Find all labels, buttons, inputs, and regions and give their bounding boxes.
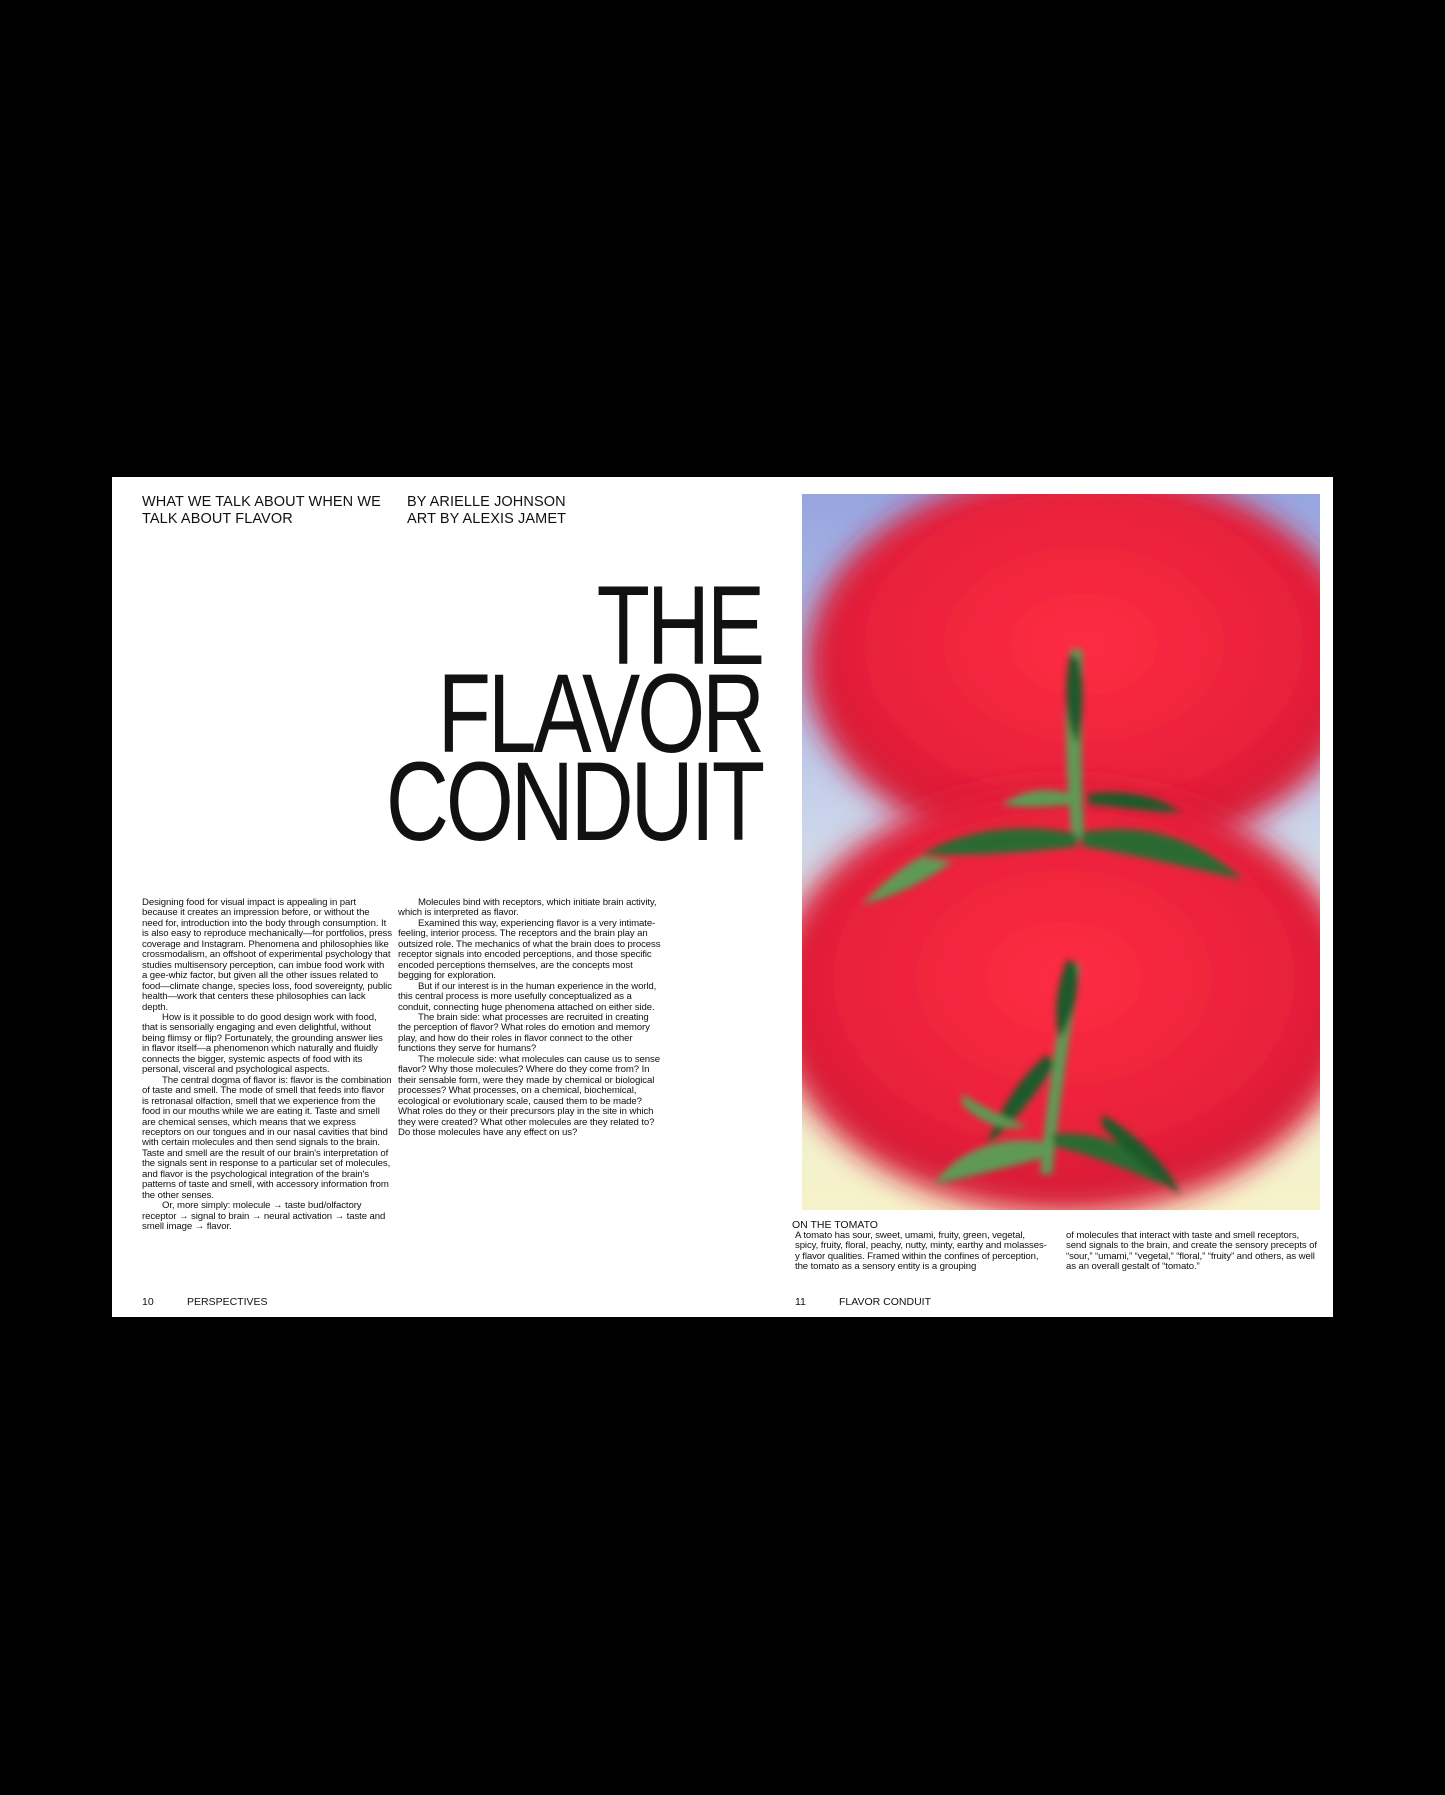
section-name: FLAVOR CONDUIT [839, 1296, 931, 1308]
magazine-spread [112, 477, 1333, 1317]
author-credit: BY ARIELLE JOHNSON [407, 494, 566, 510]
body-paragraph: The brain side: what processes are recruited in creating the perception of flavor? What roles do emotion and memory play, and how do their roles in flavor connect to the other functions they serve for humans? [398, 1011, 650, 1055]
body-paragraph: The molecule side: what molecules can cause us to sense flavor? Why those molecules? Where do they come from? In their sensable form, were they made by chemical or biological processes? What processes, on a chemical, biochemical, ecological or evolutionary scale, caused them to be made? What roles do they or their precursors play in the site in which they were created? What other molecules are they related to? Do those molecules have any effect on us? [398, 1053, 660, 1138]
left-page [112, 477, 772, 1317]
caption-text-column-1: A tomato has sour, sweet, umami, fruity, green, vegetal, spicy, fruity, floral, peachy, nutty, minty, earthy and molasses-y flavor qualities. Framed within the confines of perception, the tomato as a sensory entity is a grouping [795, 1230, 1047, 1273]
headline-line: CONDUIT [385, 739, 762, 864]
section-name: PERSPECTIVES [187, 1296, 268, 1308]
body-paragraph: Designing food for visual impact is appealing in part because it creates an impression before, or without the need for, introduction into the body through consumption. It is also easy to reproduce mechanically—for portfolios, press coverage and Instagram. Phenomena and philosophies like crossmodalism, an offshoot of experimental psychology that studies multisensory perception, can imbue food work with a gee-whiz factor, but given all the other issues related to food—climate change, species loss, food sovereignty, public health—work that centers these philosophies can lack depth. [142, 897, 392, 1013]
section-kicker [142, 494, 392, 528]
page-number: 10 [142, 1296, 154, 1308]
headline-line: FLAVOR [437, 651, 762, 776]
body-paragraph: The central dogma of flavor is: flavor is the combination of taste and smell. The mode of smell that feeds into flavor is retronasal olfaction, smell that we experience from the food in our mouths while we are eating it. Taste and smell are chemical senses, which means that we express receptors on our tongues and in our nasal cavities that bind with certain molecules and then send signals to the brain. Taste and smell are the result of our brain's interpretation of the signals sent in response to a particular set of molecules, and flavor is the psychological integration of the brain's patterns of taste and smell, with accessory information from the other senses. [142, 1074, 392, 1201]
article-headline [325, 563, 762, 864]
right-page [772, 477, 1333, 1317]
body-column-1 [142, 898, 392, 1233]
kicker-line: TALK ABOUT FLAVOR [142, 511, 293, 527]
body-paragraph: How is it possible to do good design work with food, that is sensorially engaging and even delightful, without being flimsy or flip? Fortunately, the grounding answer lies in flavor itself—a phenomenon which naturally and fluidly connects the bigger, systemic aspects of food with its personal, visceral and psychological aspects. [142, 1011, 383, 1076]
caption-text-column-2: of molecules that interact with taste and smell receptors, send signals to the brain, and create the sensory precepts of “sour,” “umami,” “vegetal,” “floral,” “fruity” and others, as well as an overall gestalt of “tomato.” [1066, 1230, 1317, 1273]
tomato-artwork-svg [802, 494, 1320, 1210]
caption-title: ON THE TOMATO [792, 1219, 878, 1231]
byline [407, 494, 657, 528]
body-paragraph: Examined this way, experiencing flavor is a very intimate-feeling, interior process. The receptors and the brain play an outsized role. The mechanics of what the brain does to process receptor signals into encoded perceptions, and those specific encoded perceptions themselves, are the concepts most begging for exploration. [398, 917, 661, 982]
body-paragraph: But if our interest is in the human experience in the world, this central process is more usefully conceptualized as a conduit, connecting huge phenomena attached on either side. [398, 980, 657, 1013]
page-number: 11 [795, 1296, 806, 1308]
art-credit: ART BY ALEXIS JAMET [407, 511, 567, 527]
kicker-line: WHAT WE TALK ABOUT WHEN WE [142, 494, 381, 510]
headline-line: THE [596, 563, 762, 688]
body-column-2 [398, 898, 663, 1138]
tomato-illustration [802, 494, 1320, 1210]
body-paragraph: Molecules bind with receptors, which initiate brain activity, which is interpreted as flavor. [398, 897, 657, 919]
body-paragraph: Or, more simply: molecule → taste bud/olfactory receptor → signal to brain → neural activation → taste and smell image → flavor. [142, 1200, 386, 1233]
